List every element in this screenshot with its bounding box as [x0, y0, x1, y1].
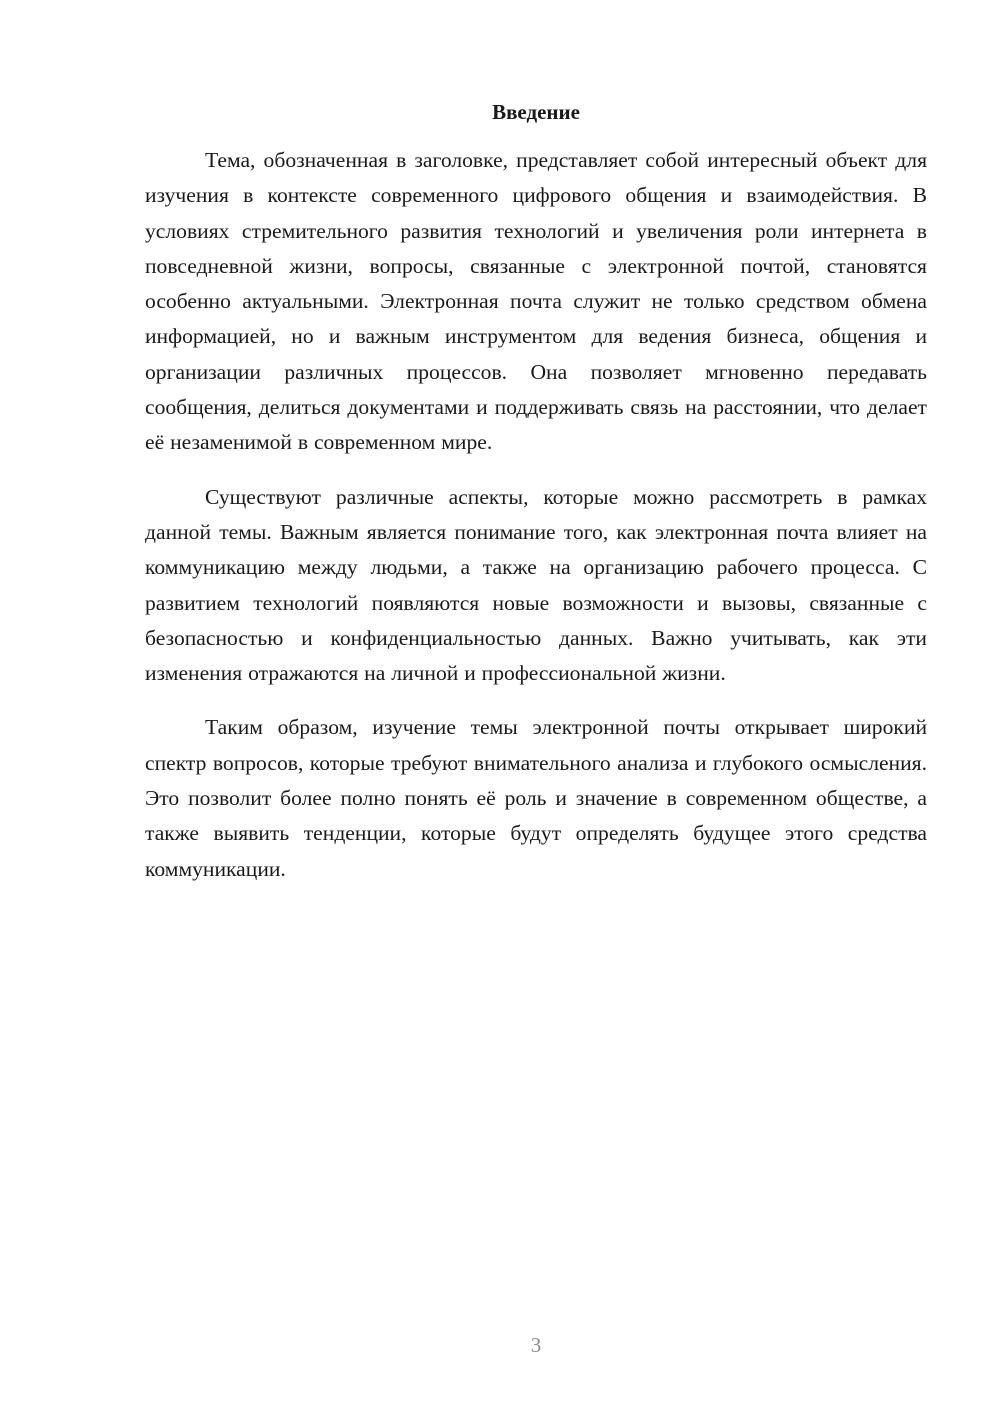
paragraph-intro: Тема, обозначенная в заголовке, представляет собой интересный объект для изучения в контексте современного цифрового общения и взаимодействия. В условиях стремительного развития технологий и увеличения роли интернета в повседневной жизни, вопросы, связанные с электронной почтой, становятся особенно актуальными. Электронная почта служит не только средством обмена информацией, но и важным инструментом для ведения бизнеса, общения и организации различных процессов. Она позволяет мгновенно передавать сообщения, делиться документами и поддерживать связь на расстоянии, что делает её незаменимой в современном мире.: [145, 148, 927, 455]
paragraph-aspects: Существуют различные аспекты, которые можно рассмотреть в рамках данной темы. Важным является понимание того, как электронная почта влияет на коммуникацию между людьми, а также на организацию рабочего процесса. С развитием технологий появляются новые возможности и вызовы, связанные с безопасностью и конфиденциальностью данных. Важно учитывать, как эти изменения отражаются на личной и профессиональной жизни.: [145, 484, 927, 686]
section-title: Введение: [492, 100, 580, 124]
paragraph-conclusion: Таким образом, изучение темы электронной почты открывает широкий спектр вопросов, которые требуют внимательного анализа и глубокого осмысления. Это позволит более полно понять её роль и значение в современном обществе, а также выявить тенденции, которые будут определять будущее этого средства коммуникации.: [145, 715, 927, 881]
page-number: 3: [530, 1333, 542, 1357]
page-content: [145, 97, 927, 906]
